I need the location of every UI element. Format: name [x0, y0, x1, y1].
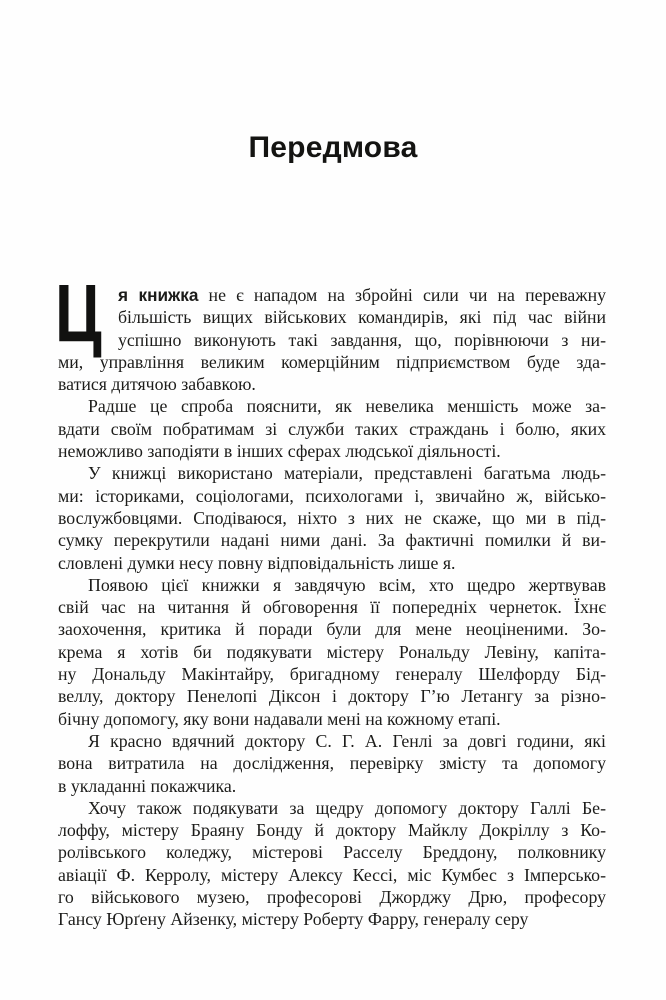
text-line: вдати своїм побратимам зі служби таких страждань і болю, яких — [58, 418, 606, 439]
paragraph — [58, 797, 606, 931]
text-line: більшість вищих військових командирів, які під час війни — [118, 307, 606, 328]
text-line: ролівського коледжу, містерові Расселу Бреддону, полковнику — [58, 842, 606, 863]
paragraph — [58, 574, 606, 730]
paragraph — [58, 730, 606, 797]
text-line: крема я хотів би подякувати містеру Рональду Левіну, капіта- — [58, 641, 606, 662]
text-line: ну Дональду Макінтайру, бригадному генералу Шелфорду Бід- — [58, 664, 606, 685]
text-line: У книжці використано матеріали, представлені багатьма людь- — [88, 463, 606, 484]
text-line: Радше це спроба пояснити, як невелика меншість може за- — [88, 396, 606, 417]
text-line: ватися дитячою забавкою. — [58, 374, 256, 395]
text-line: Появою цієї книжки я завдячую всім, хто щедро жертвував — [88, 574, 606, 595]
text-line: ми, управління великим комерційним підприємством буде зда- — [58, 351, 606, 372]
text-line: бічну допомогу, яку вони надавали мені на кожному етапі. — [58, 708, 501, 729]
text-line: лоффу, містеру Браяну Бонду й доктору Майклу Докріллу з Ко- — [58, 820, 606, 841]
text-line: вослужбовцями. Сподіваюся, ніхто з них не скаже, що ми в під- — [58, 507, 606, 528]
text-line: успішно виконують такі завдання, що, порівнюючи з ни- — [118, 329, 606, 350]
text-line: я книжка не є нападом на збройні сили чи на переважну — [118, 285, 607, 305]
text-line: свій час на читання й обговорення її попередніх чернеток. Їхнє — [58, 597, 606, 618]
drop-cap: Ц — [55, 268, 102, 359]
text-line: неможливо заподіяти в інших сферах людської діяльності. — [58, 441, 501, 462]
paragraph — [58, 462, 606, 573]
text-line: сумку перекрутили надані ними дані. За фактичні помилки й ви- — [58, 530, 606, 551]
text-line: Я красно вдячний доктору С. Г. А. Генлі за довгі години, які — [88, 730, 606, 751]
text-line: Хочу також подякувати за щедру допомогу доктору Галлі Бе- — [88, 797, 606, 818]
text-line: вона витратила на дослідження, перевірку змісту та допомогу — [58, 753, 606, 774]
paragraph — [55, 268, 607, 395]
paragraph — [58, 395, 606, 462]
text-line: в укладанні покажчика. — [58, 775, 237, 796]
text-line: словлені думки несу повну відповідальність лише я. — [58, 552, 456, 573]
lead-bold: я книжка — [118, 285, 199, 305]
body-text — [55, 268, 607, 931]
text-line: авіації Ф. Керролу, містеру Алексу Кессі, міс Кумбес з Імперсько- — [58, 864, 606, 885]
text-line: го військового музею, професорові Джорджу Дрю, професору — [58, 887, 606, 908]
text-line: ми: істориками, соціологами, психологами і, звичайно ж, військо- — [58, 485, 606, 506]
page-title: Передмова — [248, 131, 418, 164]
text-line: Гансу Юрґену Айзенку, містеру Роберту Фарру, генералу серу — [58, 909, 529, 930]
text-line: заохочення, критика й поради були для мене неоціненими. Зо- — [58, 619, 606, 640]
text-line: веллу, доктору Пенелопі Діксон і доктору Г’ю Летангу за різно- — [58, 686, 606, 707]
